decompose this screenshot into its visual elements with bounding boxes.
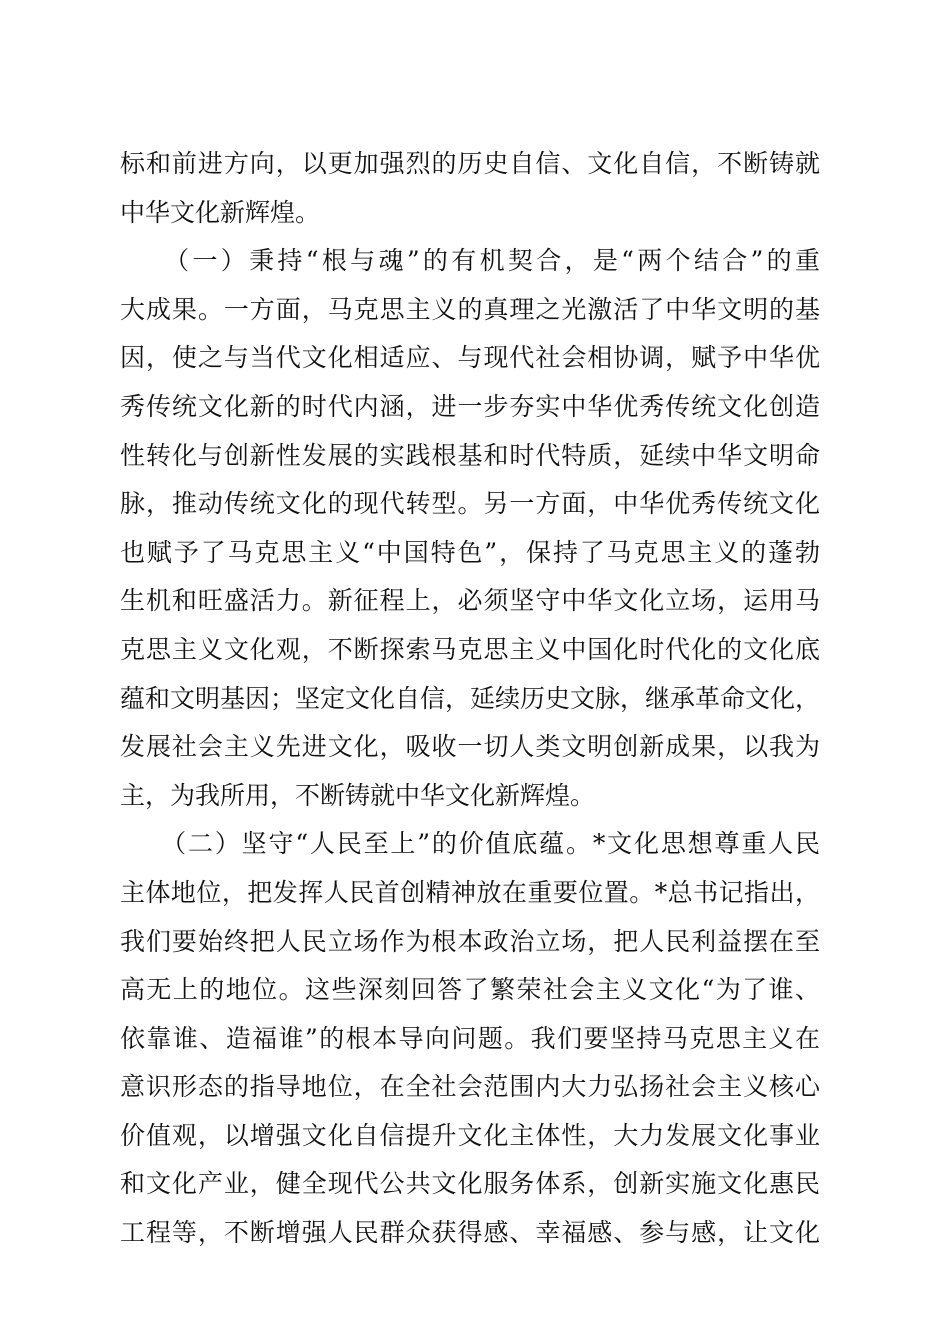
text-line: 脉，推动传统文化的现代转型。另一方面，中华优秀传统文化 — [120, 489, 820, 519]
text-line: 高无上的地位。这些深刻回答了繁荣社会主义文化“为了谁、 — [120, 975, 820, 1005]
text-line: 标和前进方向，以更加强烈的历史自信、文化自信，不断铸就 — [120, 149, 820, 178]
text-line: 也赋予了马克思主义“中国特色”，保持了马克思主义的蓬勃 — [120, 537, 820, 567]
text-line: 意识形态的指导地位，在全社会范围内大力弘扬社会主义核心 — [120, 1072, 820, 1102]
body-text — [120, 140, 820, 1258]
text-line: 秀传统文化新的时代内涵，进一步夯实中华优秀传统文化创造 — [120, 391, 820, 421]
text-line: 生机和旺盛活力。新征程上，必须坚守中华文化立场，运用马 — [120, 586, 820, 616]
text-line: 克思主义文化观，不断探索马克思主义中国化时代化的文化底 — [120, 634, 820, 664]
text-line: 价值观，以增强文化自信提升文化主体性，大力发展文化事业 — [120, 1120, 820, 1150]
section-heading-line: （二）坚守“人民至上”的价值底蕴。*文化思想尊重人民 — [120, 829, 820, 859]
text-line: 主体地位，把发挥人民首创精神放在重要位置。*总书记指出， — [120, 877, 820, 907]
text-line: 我们要始终把人民立场作为根本政治立场，把人民利益摆在至 — [120, 926, 820, 956]
text-line: 蕴和文明基因；坚定文化自信，延续历史文脉，继承革命文化， — [120, 683, 820, 713]
text-line: 和文化产业，健全现代公共文化服务体系，创新实施文化惠民 — [120, 1169, 820, 1199]
text-line: 工程等，不断增强人民群众获得感、幸福感、参与感，让文化 — [120, 1218, 820, 1248]
text-line: 发展社会主义先进文化，吸收一切人类文明创新成果，以我为 — [120, 732, 820, 762]
text-line: 大成果。一方面，马克思主义的真理之光激活了中华文明的基 — [120, 294, 820, 324]
text-line: 因，使之与当代文化相适应、与现代社会相协调，赋予中华优 — [120, 343, 820, 373]
text-line: 依靠谁、造福谁”的根本导向问题。我们要坚持马克思主义在 — [120, 1023, 820, 1053]
section-heading-line: （一）秉持“根与魂”的有机契合，是“两个结合”的重 — [120, 246, 820, 276]
text-line: 主，为我所用，不断铸就中华文化新辉煌。 — [120, 780, 596, 810]
text-line: 中华文化新辉煌。 — [120, 197, 321, 227]
text-line: 性转化与创新性发展的实践根基和时代特质，延续中华文明命 — [120, 440, 820, 470]
